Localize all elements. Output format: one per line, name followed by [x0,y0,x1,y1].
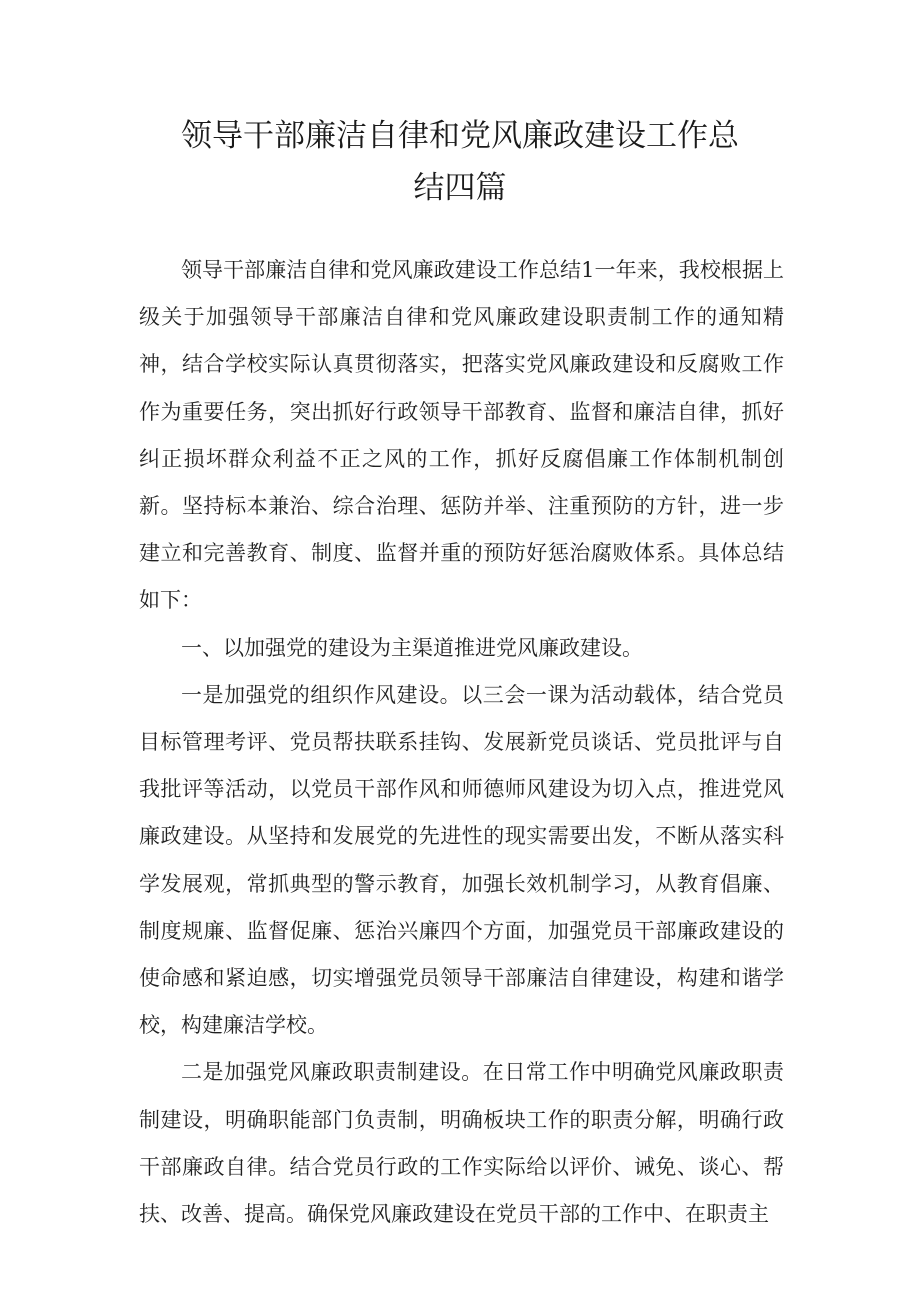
paragraph-section-heading: 一、以加强党的建设为主渠道推进党风廉政建设。 [181,635,643,660]
paragraph-intro: 领导干部廉洁自律和党风廉政建设工作总结1一年来，我校根据上级关于加强领导干部廉洁自律和党风廉政建设职责制工作的通知精神，结合学校实际认真贯彻落实，把落实党风廉政建设和反腐败工作作为重要任务，突出抓好行政领导干部教育、监督和廉洁自律，抓好纠正损坏群众利益不正之风的工作，抓好反腐倡廉工作体制机制创新。坚持标本兼治、综合治理、惩防并举、注重预防的方针，进一步建立和完善教育、制度、监督并重的预防好惩治腐败体系。具体总结如下： [139,258,784,613]
paragraph-point-one: 一是加强党的组织作风建设。以三会一课为活动载体，结合党员目标管理考评、党员帮扶联系挂钩、发展新党员谈话、党员批评与自我批评等活动，以党员干部作风和师德师风建设为切入点，推进党风廉政建设。从坚持和发展党的先进性的现实需要出发，不断从落实科学发展观，常抓典型的警示教育，加强长效机制学习，从教育倡廉、制度规廉、监督促廉、惩治兴廉四个方面，加强党员干部廉政建设的使命感和紧迫感，切实增强党员领导干部廉洁自律建设，构建和谐学校，构建廉洁学校。 [139,682,784,1038]
document-body [139,247,784,1238]
paragraph-point-two: 二是加强党风廉政职责制建设。在日常工作中明确党风廉政职责制建设，明确职能部门负责制，明确板块工作的职责分解，明确行政干部廉政自律。结合党员行政的工作实际给以评价、诫免、谈心、帮扶、改善、提高。确保党风廉政建设在党员干部的工作中、在职责主 [139,1060,784,1227]
document-title [140,110,780,214]
title-line-1: 领导干部廉洁自律和党风廉政建设工作总 [181,118,739,154]
title-line-2: 结四篇 [413,170,507,206]
